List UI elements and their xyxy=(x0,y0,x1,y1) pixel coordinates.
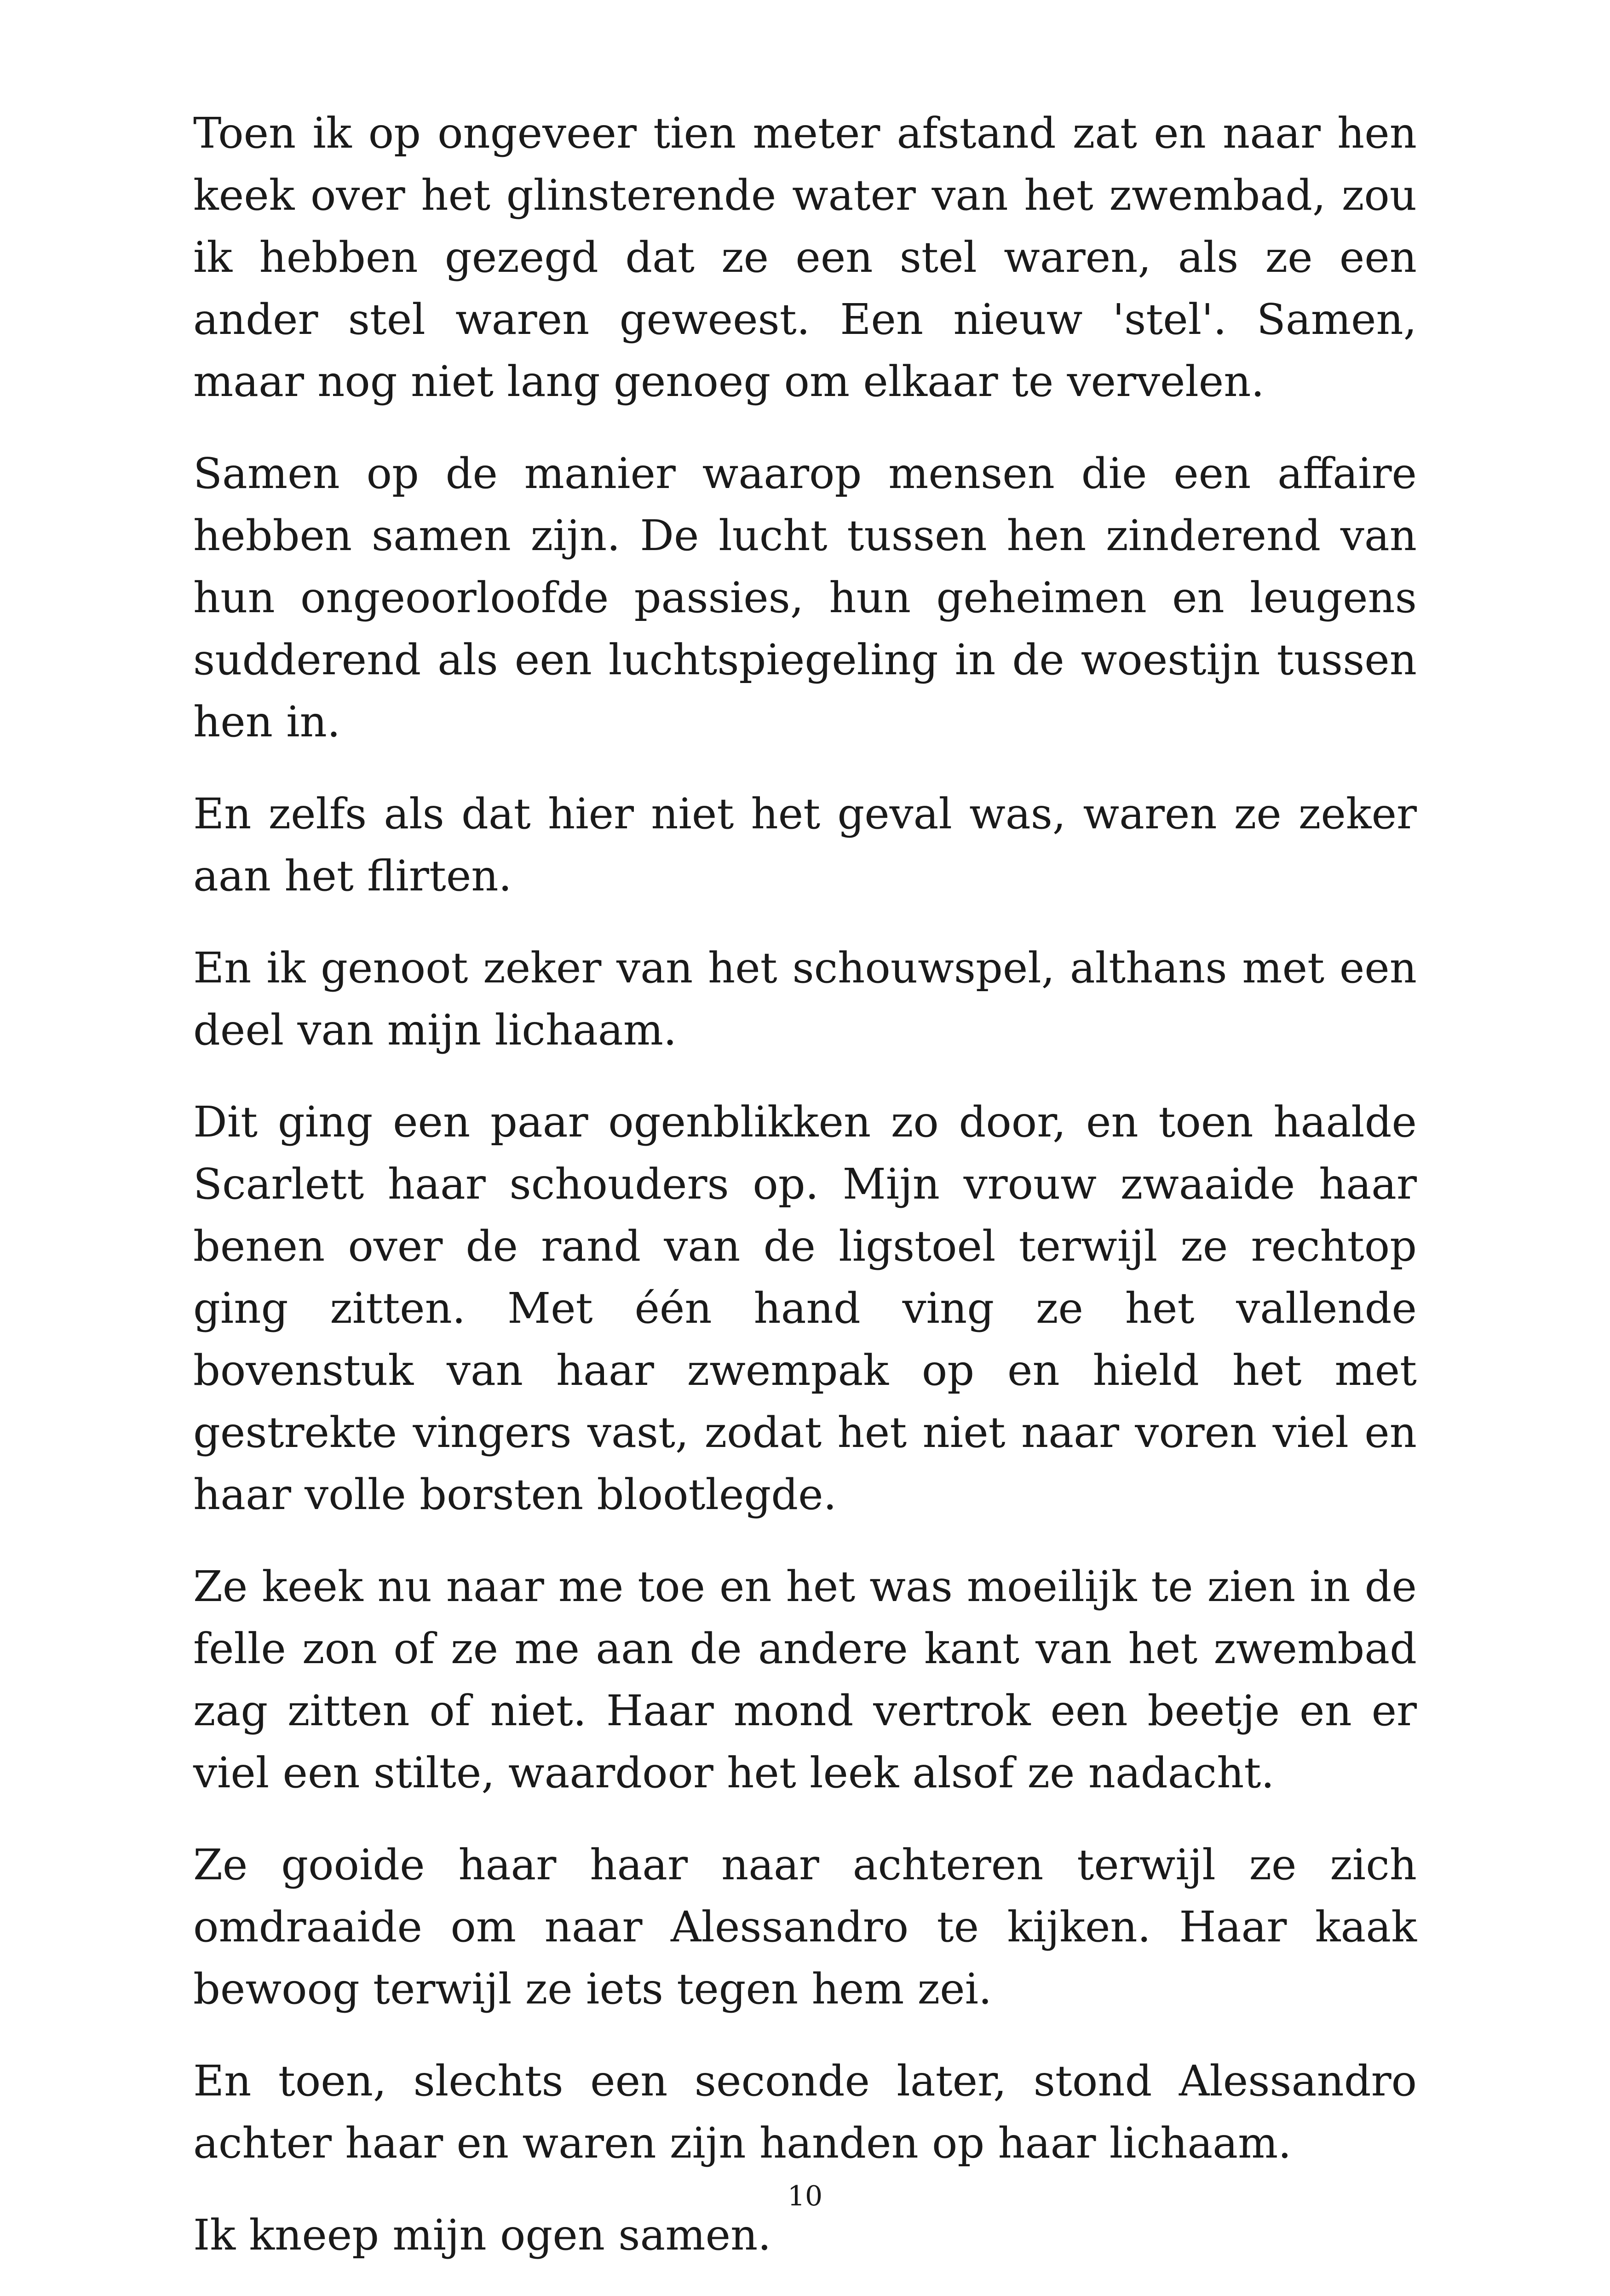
paragraph: Ze gooide haar haar naar achteren terwijl ze zich omdraaide om naar Alessandro te kijken. Haar kaak bewoog terwijl ze iets tegen hem zei. xyxy=(193,1840,1417,2014)
paragraph: En toen, slechts een seconde later, stond Alessandro achter haar en waren zijn handen op haar lichaam. xyxy=(193,2056,1417,2168)
paragraph: Ik kneep mijn ogen samen. xyxy=(193,2210,771,2260)
paragraph: En zelfs als dat hier niet het geval was, waren ze zeker aan het flirten. xyxy=(193,789,1417,901)
paragraph: Toen ik op ongeveer tien meter afstand zat en naar hen keek over het glinsterende water van het zwembad, zou ik hebben gezegd dat ze een stel waren, als ze een ander stel waren geweest. Een nieuw 'stel'. Samen, maar nog niet lang genoeg om elkaar te vervelen. xyxy=(193,109,1417,406)
paragraph: En ik genoot zeker van het schouwspel, althans met een deel van mijn lichaam. xyxy=(193,943,1417,1055)
paragraph: Dit ging een paar ogenblikken zo door, en toen haalde Scarlett haar schouders op. Mijn vrouw zwaaide haar benen over de rand van de ligstoel terwijl ze rechtop ging zitten. Met één hand ving ze het vallende bovenstuk van haar zwempak op en hield het met gestrekte vingers vast, zodat het niet naar voren viel en haar volle borsten blootlegde. xyxy=(193,1097,1417,1519)
page-number: 10 xyxy=(787,2180,823,2212)
paragraph: Samen op de manier waarop mensen die een affaire hebben samen zijn. De lucht tussen hen zinderend van hun ongeoorloofde passies, hun geheimen en leugens sudderend als een luchtspiegeling in de woestijn tussen hen in. xyxy=(193,449,1417,746)
body-text xyxy=(193,102,1417,2296)
paragraph: Ze keek nu naar me toe en het was moeilijk te zien in de felle zon of ze me aan de andere kant van het zwembad zag zitten of niet. Haar mond vertrok een beetje en er viel een stilte, waardoor het leek alsof ze nadacht. xyxy=(193,1562,1417,1797)
